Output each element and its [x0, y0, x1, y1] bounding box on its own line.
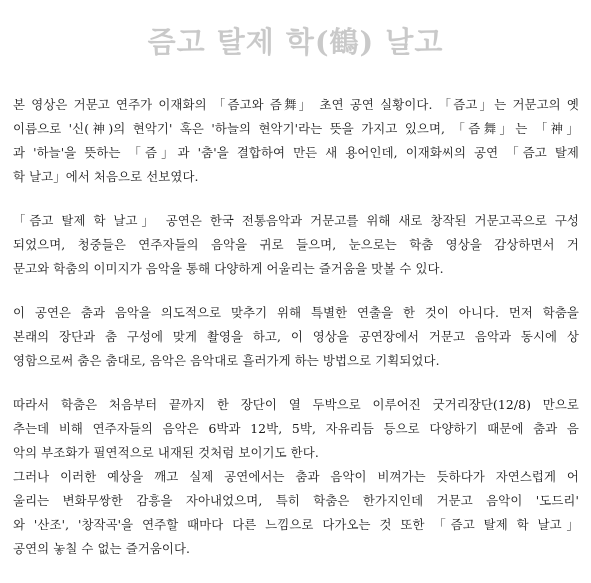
- paragraph-4: [13, 393, 579, 465]
- page-title: 즘고 탈제 학(鶴) 날고: [147, 25, 444, 59]
- paragraph-line: 악의 부조화가 필연적으로 내재된 것처럼 보이기도 한다.: [13, 445, 319, 460]
- paragraph-line: 와 '산조', '창작곡'을 연주할 때마다 다른 느낌으로 다가오는 것 또한 「즘고 탈제 학 날고」: [13, 517, 579, 532]
- paragraph-line: 추는데 비해 연주자들의 음악은 6박과 12박, 5박, 자유리듬 등으로 다양하기 때문에 춤과 음: [13, 421, 579, 436]
- paragraph-line: 이 공연은 춤과 음악을 의도적으로 맞추기 위해 특별한 연출을 한 것이 아니다. 먼저 학춤을: [13, 305, 579, 320]
- paragraph-line: 「즘고 탈제 학 날고」 공연은 한국 전통음악과 거문고를 위해 새로 창작된 거문고곡으로 구성: [13, 213, 579, 228]
- paragraph-line: 학 날고」에서 처음으로 선보였다.: [13, 169, 199, 184]
- paragraph-3: [13, 301, 579, 373]
- paragraph-line: 영함으로써 춤은 춤대로, 음악은 음악대로 흘러가게 하는 방법으로 기획되었다.: [13, 353, 440, 368]
- paragraph-line: 과 '하늘'을 뜻하는 「즘」과 '춤'을 결합하여 만든 새 용어인데, 이재화씨의 공연 「즘고 탈제: [13, 145, 579, 160]
- paragraph-line: 따라서 학춤은 처음부터 끝까지 한 장단이 열 두박으로 이루어진 굿거리장단(12/8) 만으로: [13, 397, 579, 412]
- paragraph-line: 되었으며, 청중들은 연주자들의 음악을 귀로 들으며, 눈으로는 학춤 영상을 감상하면서 거: [13, 237, 579, 252]
- paragraph-2: [13, 209, 579, 281]
- paragraph-line: 본 영상은 거문고 연주가 이재화의 「즘고와 즘舞」 초연 공연 실황이다. 「즘고」는 거문고의 옛: [13, 97, 579, 112]
- paragraph-line: 본래의 장단과 춤 구성에 맞게 촬영을 하고, 이 영상을 공연장에서 거문고 음악과 동시에 상: [13, 329, 579, 344]
- paragraph-line: 울리는 변화무쌍한 감흥을 자아내었으며, 특히 학춤은 한가지인데 거문고 음악이 '도드리': [13, 493, 579, 508]
- document-body: [13, 93, 579, 561]
- paragraph-1: [13, 93, 579, 189]
- paragraph-line: 그러나 이러한 예상을 깨고 실제 공연에서는 춤과 음악이 비껴가는 듯하다가 자연스럽게 어: [13, 469, 579, 484]
- paragraph-line: 공연의 놓칠 수 없는 즐거움이다.: [13, 541, 191, 556]
- paragraph-line: 문고와 학춤의 이미지가 음악을 통해 다양하게 어울리는 즐거움을 맛볼 수 있다.: [13, 261, 444, 276]
- paragraph-5: [13, 465, 579, 561]
- paragraph-line: 이름으로 '신(神)의 현악기' 혹은 '하늘의 현악기'라는 뜻을 가지고 있으며, 「즘舞」는 「神」: [13, 121, 579, 136]
